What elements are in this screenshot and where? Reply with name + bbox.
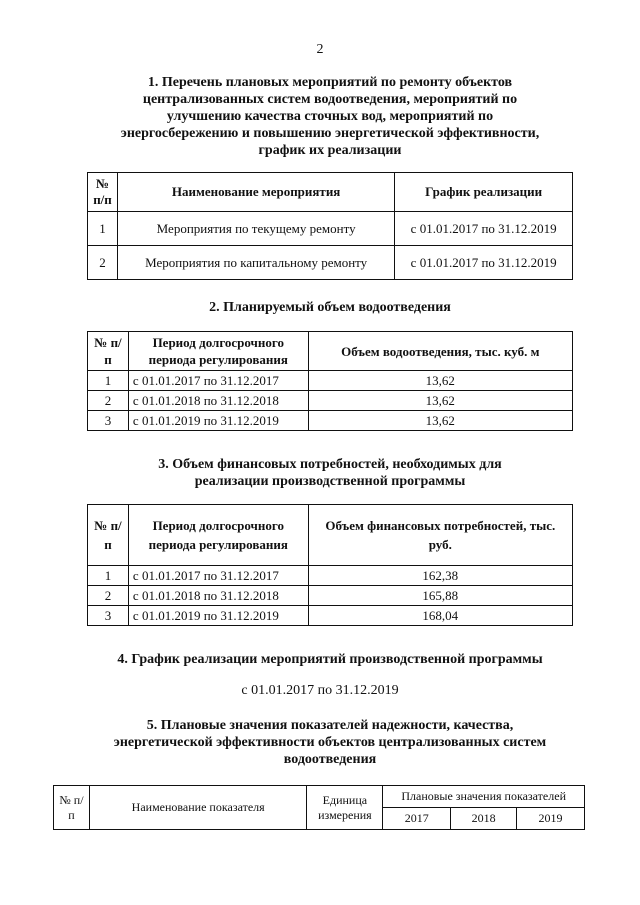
cell-period: с 01.01.2017 по 31.12.2017 <box>128 566 308 586</box>
cell-schedule: с 01.01.2017 по 31.12.2019 <box>395 212 573 246</box>
header-year: 2019 <box>517 808 585 830</box>
cell-num: 1 <box>88 212 118 246</box>
cell-activity: Мероприятия по капитальному ремонту <box>117 246 394 280</box>
table-header-row <box>88 505 573 566</box>
header-schedule: График реализации <box>395 173 573 212</box>
cell-num: 1 <box>88 566 129 586</box>
header-volume: Объем водоотведения, тыс. куб. м <box>308 332 572 371</box>
section5-table <box>53 785 585 830</box>
cell-num: 3 <box>88 411 129 431</box>
table-row <box>88 212 573 246</box>
cell-period: с 01.01.2018 по 31.12.2018 <box>128 391 308 411</box>
header-num: № п/п <box>88 332 129 371</box>
table-header-row <box>54 786 585 808</box>
header-indicator-name: Наименование показателя <box>89 786 306 830</box>
section1-title: 1. Перечень плановых мероприятий по ремонту объектов централизованных систем водоотведения, мероприятий по улучшению качества сточных вод, мероприятий по энергосбережению и повышению энергетической эффективности, график их реализации <box>120 75 540 158</box>
cell-volume: 13,62 <box>308 391 572 411</box>
cell-period: с 01.01.2019 по 31.12.2019 <box>128 411 308 431</box>
table-row <box>88 606 573 626</box>
table-row <box>88 371 573 391</box>
cell-num: 2 <box>88 246 118 280</box>
cell-schedule: с 01.01.2017 по 31.12.2019 <box>395 246 573 280</box>
table-row <box>88 246 573 280</box>
header-year: 2018 <box>451 808 517 830</box>
cell-period: с 01.01.2017 по 31.12.2017 <box>128 371 308 391</box>
header-num: № п/п <box>54 786 90 830</box>
table-row <box>88 566 573 586</box>
header-planned-values: Плановые значения показателей <box>383 786 585 808</box>
section2-table <box>87 331 573 431</box>
cell-period: с 01.01.2019 по 31.12.2019 <box>128 606 308 626</box>
section3-title: 3. Объем финансовых потребностей, необходимых для реализации производственной программы <box>158 457 502 489</box>
header-period: Период долгосрочного периода регулирования <box>128 332 308 371</box>
table-header-row <box>88 332 573 371</box>
header-finance: Объем финансовых потребностей, тыс. руб. <box>308 505 572 566</box>
cell-num: 1 <box>88 371 129 391</box>
cell-finance: 165,88 <box>308 586 572 606</box>
section3-table <box>87 504 573 626</box>
table-header-row <box>88 173 573 212</box>
section1-table <box>87 172 573 280</box>
page-number: 2 <box>316 42 324 57</box>
header-unit: Единица измерения <box>307 786 383 830</box>
header-num: № п/п <box>88 505 129 566</box>
cell-period: с 01.01.2018 по 31.12.2018 <box>128 586 308 606</box>
header-num: № п/п <box>88 173 118 212</box>
section2-title: 2. Планируемый объем водоотведения <box>209 300 451 315</box>
section4-title: 4. График реализации мероприятий производственной программы <box>117 652 543 667</box>
header-period: Период долгосрочного периода регулирования <box>128 505 308 566</box>
table-row <box>88 586 573 606</box>
table-row <box>88 411 573 431</box>
section4-period: с 01.01.2017 по 31.12.2019 <box>241 683 399 698</box>
cell-num: 3 <box>88 606 129 626</box>
table-row <box>88 391 573 411</box>
cell-finance: 168,04 <box>308 606 572 626</box>
cell-volume: 13,62 <box>308 411 572 431</box>
cell-finance: 162,38 <box>308 566 572 586</box>
cell-activity: Мероприятия по текущему ремонту <box>117 212 394 246</box>
header-year: 2017 <box>383 808 451 830</box>
cell-volume: 13,62 <box>308 371 572 391</box>
header-activity: Наименование мероприятия <box>117 173 394 212</box>
cell-num: 2 <box>88 391 129 411</box>
cell-num: 2 <box>88 586 129 606</box>
section5-title: 5. Плановые значения показателей надежности, качества, энергетической эффективности объектов централизованных систем водоотведения <box>113 718 547 767</box>
